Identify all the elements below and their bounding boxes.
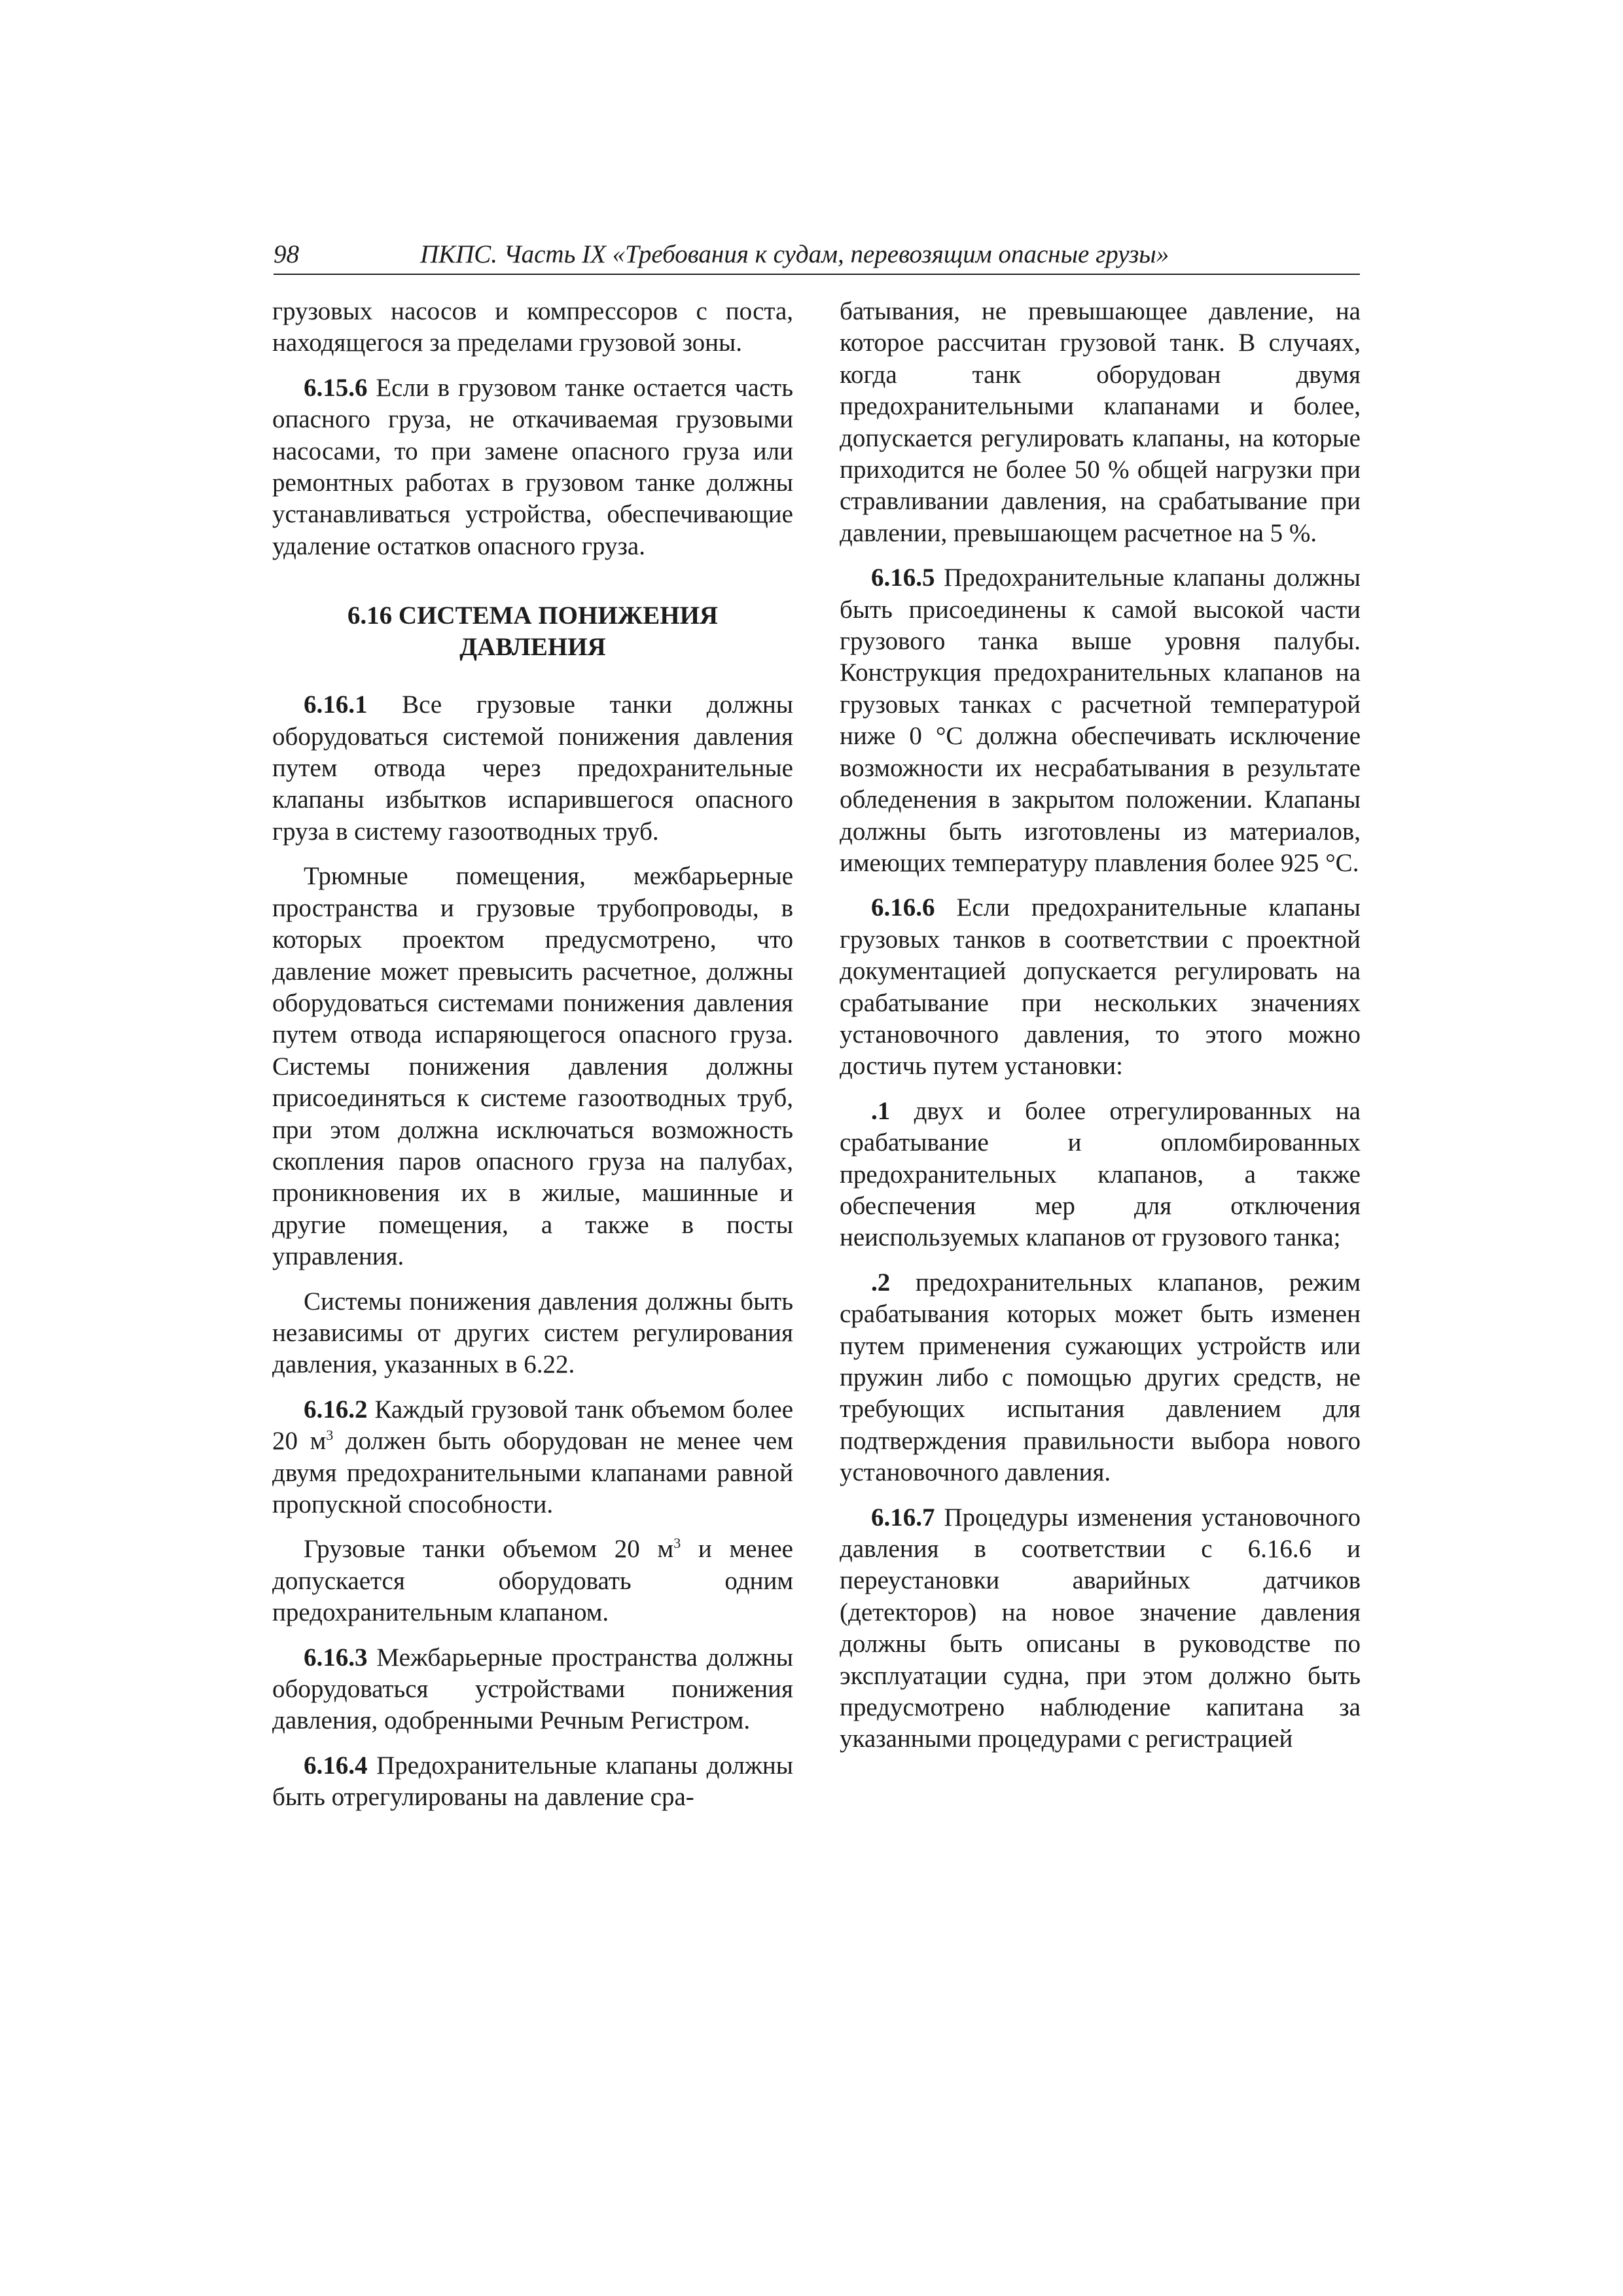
- clause-text: Если предохранительные клапаны грузовых танков в соответствии с проектной документацией допускается регулировать на срабатывание при нескольких значениях установочного давления, то этого можно достичь путем установки:: [840, 893, 1361, 1081]
- clause-number: 6.16.1: [304, 691, 368, 719]
- clause-number: 6.16.3: [304, 1643, 368, 1672]
- clause-text: Все грузовые танки должны оборудоваться системой понижения давления путем отвода через предохранительные клапаны избытков испарившегося опасного груза в систему газоотводных труб.: [272, 691, 793, 846]
- item-number: .2: [871, 1268, 891, 1297]
- clause-number: 6.16.6: [871, 893, 935, 922]
- paragraph: батывания, не превышающее давление, на которое рассчитан грузовой танк. В случаях, когда танк оборудован двумя предохранительными клапанами и более, допускается регулировать клапаны, на которые приходится не более 50 % общей нагрузки при стравливании давления, на срабатывание при давлении, превышающем расчетное на 5 %.: [840, 297, 1361, 547]
- clause-number: 6.16.5: [871, 564, 935, 592]
- paragraph-6-16-4: [272, 1750, 793, 1814]
- clause-text: Грузовые танки объемом 20 м: [304, 1535, 674, 1564]
- paragraph-6-15-6: [272, 372, 793, 562]
- clause-number: 6.16.2: [304, 1395, 368, 1424]
- paragraph-6-16-2: [272, 1394, 793, 1521]
- right-column: [840, 296, 1361, 1755]
- clause-text: Предохранительные клапаны должны быть присоединены к самой высокой части грузового танка выше уровня палубы. Конструкция предохранительных клапанов на грузовых танках с расчетной температурой ниже 0 °С должна обеспечивать исключение возможности их несрабатывания в результате обледенения в закрытом положении. Клапаны должны быть изготовлены из материалов, имеющих температуру плавления более 925 °С.: [840, 564, 1361, 877]
- paragraph-6-16-5: [840, 562, 1361, 879]
- section-heading-line: ДАВЛЕНИЯ: [459, 633, 606, 662]
- item-text: предохранительных клапанов, режим срабатывания которых может быть изменен путем применения сужающих устройств или пружин либо с помощью других средств, не требующих испытания давлением для подтверждения правильности выбора нового установочного давления.: [840, 1268, 1361, 1487]
- clause-text: Процедуры изменения установочного давления в соответствии с 6.16.6 и переустановки аварийных датчиков (детекторов) на новое значение давления должны быть описаны в руководстве по эксплуатации судна, при этом должно быть предусмотрено наблюдение капитана за указанными процедурами с регистрацией: [840, 1503, 1361, 1753]
- item-text: двух и более отрегулированных на срабатывание и опломбированных предохранительных клапанов, а также обеспечения мер для отключения неиспользуемых клапанов от грузового танка;: [840, 1096, 1361, 1252]
- paragraph-6-16-1: [272, 689, 793, 848]
- paragraph: [272, 1534, 793, 1628]
- clause-number: 6.16.4: [304, 1751, 368, 1780]
- paragraph-6-16-7: [840, 1502, 1361, 1755]
- section-heading-line: 6.16 СИСТЕМА ПОНИЖЕНИЯ: [347, 601, 719, 630]
- clause-text: Предохранительные клапаны должны быть отрегулированы на давление сра-: [272, 1751, 793, 1812]
- list-item-1: [840, 1096, 1361, 1254]
- clause-number: 6.16.7: [871, 1503, 935, 1532]
- clause-text: Если в грузовом танке остается часть опасного груза, не откачиваемая грузовыми насосами, то при замене опасного груза или ремонтных работах в грузовом танке должны устанавливаться устройства, обеспечивающие удаление остатков опасного груза.: [272, 373, 793, 560]
- paragraph: грузовых насосов и компрессоров с поста, находящегося за пределами грузовой зоны.: [272, 297, 793, 357]
- clause-text: Каждый грузовой танк объемом более 20 м: [272, 1395, 793, 1456]
- paragraph: Трюмные помещения, межбарьерные пространства и грузовые трубопроводы, в которых проектом предусмотрено, что давление может превысить расчетное, должны оборудоваться системами понижения давления путем отвода испаряющегося опасного груза. Системы понижения давления должны присоединяться к системе газоотводных труб, при этом должна исключаться возможность скопления паров опасного груза на палубах, проникновения их в жилые, машинные и другие помещения, а также в посты управления.: [272, 862, 793, 1271]
- section-heading: [272, 600, 793, 663]
- clause-number: 6.15.6: [304, 373, 368, 402]
- running-header: [274, 240, 1360, 275]
- page-number: 98: [274, 240, 299, 268]
- item-number: .1: [871, 1096, 891, 1125]
- clause-text: Межбарьерные пространства должны оборудоваться устройствами понижения давления, одобренными Речным Регистром.: [272, 1643, 793, 1735]
- list-item-2: [840, 1267, 1361, 1489]
- left-column: [272, 296, 793, 1814]
- paragraph: Системы понижения давления должны быть независимы от других систем регулирования давления, указанных в 6.22.: [272, 1287, 793, 1379]
- running-title: ПКПС. Часть IX «Требования к судам, перевозящим опасные грузы»: [420, 240, 1169, 268]
- clause-text: и менее допускается оборудовать одним предохранительным клапаном.: [272, 1535, 793, 1627]
- superscript: 3: [326, 1427, 334, 1444]
- superscript: 3: [673, 1535, 681, 1552]
- paragraph-6-16-6: [840, 892, 1361, 1082]
- clause-text: должен быть оборудован не менее чем двумя предохранительными клапанами равной пропускной способности.: [272, 1427, 793, 1518]
- paragraph-6-16-3: [272, 1642, 793, 1737]
